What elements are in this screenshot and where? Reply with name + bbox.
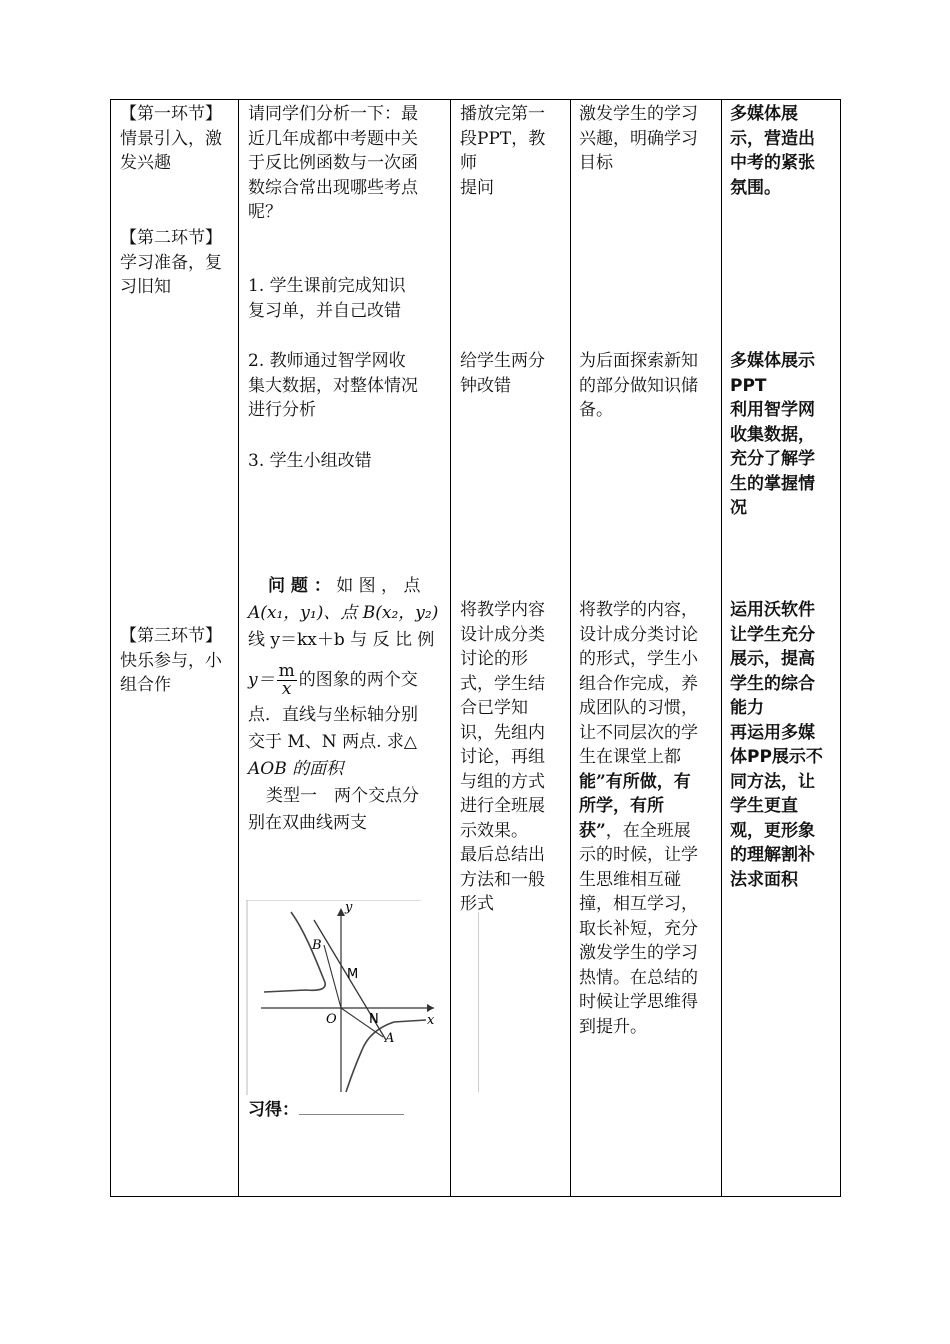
text-line: 备。 xyxy=(579,400,613,420)
text-line: 同方法，让 xyxy=(730,771,815,792)
text-line: 的形式，学生小 xyxy=(579,649,698,669)
label-B: B xyxy=(312,938,322,953)
review-item-2 xyxy=(248,349,443,423)
text-line: 合已学知 xyxy=(460,698,528,718)
text-line: 数综合常出现哪些考点 xyxy=(248,177,418,198)
emphasis-line: 能”有所做，有 xyxy=(579,771,691,792)
text-line: 与组的方式 xyxy=(460,771,545,792)
label-M: M xyxy=(347,967,359,982)
xide-label: 习得： xyxy=(248,1100,299,1120)
text-line: 方法和一般 xyxy=(460,869,545,890)
text-line: 讨论的形 xyxy=(460,649,528,669)
text-line: 况 xyxy=(730,498,747,518)
text-line: 请同学们分析一下：最 xyxy=(248,104,418,124)
lesson-plan-table xyxy=(110,99,841,1197)
stage-1 xyxy=(120,102,232,176)
stage-3 xyxy=(120,624,232,698)
text-line: 将教学内容 xyxy=(460,600,545,620)
text-line: 学生的综合 xyxy=(730,673,815,694)
column-divider xyxy=(721,100,722,1196)
fraction-denominator: x xyxy=(281,678,292,699)
text-line: 为后面探索新知 xyxy=(579,351,698,371)
text-line: 设计成分类 xyxy=(460,624,545,645)
column-divider xyxy=(450,100,451,1196)
text-line: 段PPT，教师 xyxy=(460,128,546,173)
text-line: 播放完第一 xyxy=(460,104,545,124)
problem-block xyxy=(248,573,443,837)
text-line: 兴趣，明确学习 xyxy=(579,128,698,149)
text-line: 能力 xyxy=(730,698,764,718)
intro-question xyxy=(248,102,443,225)
review-item-3 xyxy=(248,449,443,474)
text-line: 点．直线与坐标轴分别 xyxy=(248,705,418,725)
teacher-action-2 xyxy=(460,349,560,398)
text-line: 取长补短，充分 xyxy=(579,918,698,939)
media-2 xyxy=(730,349,835,521)
stage-2-line: 习旧知 xyxy=(120,277,171,297)
media-3 xyxy=(730,598,835,892)
text-line: 近几年成都中考题中关 xyxy=(248,128,418,149)
text-line: 进行全班展 xyxy=(460,796,545,816)
text-line: 给学生两分 xyxy=(460,351,545,371)
stage-3-line: 快乐参与，小 xyxy=(120,650,222,671)
faint-rule xyxy=(478,912,479,1092)
text-line: 将教学的内容， xyxy=(579,600,698,620)
text-line: 充分了解学 xyxy=(730,449,815,469)
text-line: 运用沃软件 xyxy=(730,600,815,620)
label-y: y xyxy=(345,900,353,915)
text-line: 集大数据，对整体情况 xyxy=(248,375,418,396)
text-line: 让学生充分 xyxy=(730,624,815,645)
intent-3 xyxy=(579,598,719,1039)
emphasis-line: 所学，有所 xyxy=(579,796,664,816)
problem-function xyxy=(248,662,443,698)
text-line: 进行分析 xyxy=(248,400,316,420)
text-line: 式，学生结 xyxy=(460,673,545,694)
text-line: 多媒体展 xyxy=(730,104,798,124)
text-line: 时候让学思维得 xyxy=(579,992,698,1012)
problem-text: 如 图 ， 点 xyxy=(336,576,421,596)
stage-1-line: 发兴趣 xyxy=(120,153,171,173)
media-1 xyxy=(730,102,835,200)
stage-2 xyxy=(120,226,232,300)
text-line: 再运用多媒 xyxy=(730,722,815,743)
stage-3-line: 组合作 xyxy=(120,675,171,695)
x-axis-arrow xyxy=(427,1004,434,1012)
hyperbola-graph xyxy=(246,900,446,1095)
text-line: 成团队的习惯， xyxy=(579,698,698,718)
text-line: 形式 xyxy=(460,894,494,914)
text-line: 钟改错 xyxy=(460,375,511,396)
text-line: 识，先组内 xyxy=(460,722,545,743)
text-line: 2. 教师通过智学网收 xyxy=(248,351,406,371)
label-A: A xyxy=(385,1031,395,1046)
text-line: 示的时候，让学 xyxy=(579,845,698,865)
text-line: 示，营造出 xyxy=(730,128,815,149)
label-x: x xyxy=(427,1013,435,1028)
text-line: 到提升。 xyxy=(579,1016,647,1037)
stage-1-title: 【第一环节】 xyxy=(120,104,222,124)
text-line: 氛围。 xyxy=(730,177,781,198)
text-line: 中考的紧张 xyxy=(730,153,815,173)
type-heading: 别在双曲线两支 xyxy=(248,813,367,833)
text-line: 交于 M、N 两点. 求△ xyxy=(248,732,417,752)
fraction-numerator: m xyxy=(278,660,295,681)
fraction xyxy=(277,660,297,699)
text-line: 学生更直 xyxy=(730,796,798,816)
text-line: 复习单，并自己改错 xyxy=(248,300,401,321)
text-line: 设计成分类讨论 xyxy=(579,624,698,645)
text-line: 3. 学生小组改错 xyxy=(248,451,372,471)
text-line: 于反比例函数与一次函 xyxy=(248,153,418,173)
text-line: 生在课堂上都 xyxy=(579,747,681,767)
xide-blank xyxy=(299,1100,404,1115)
teacher-action-3 xyxy=(460,598,560,917)
problem-points: A(x₁，y₁)、点 B(x₂，y₂) xyxy=(248,603,439,623)
text-line: 生的掌握情 xyxy=(730,473,815,494)
column-divider xyxy=(238,100,239,1196)
xide-row xyxy=(248,1098,443,1123)
text-line: 提问 xyxy=(460,177,494,198)
text-line: 观，更形象 xyxy=(730,820,815,841)
func-y: y＝ xyxy=(248,669,275,690)
problem-label: 问 题 ： xyxy=(268,576,331,596)
text-line: 激发学生的学习 xyxy=(579,943,698,963)
stage-1-line: 情景引入，激 xyxy=(120,128,222,149)
text-line: 讨论，再组 xyxy=(460,747,545,767)
teacher-action-1 xyxy=(460,102,560,200)
review-item-1 xyxy=(248,274,443,323)
segment-OB xyxy=(324,945,341,1008)
func-tail: 的图象的两个交 xyxy=(298,669,418,690)
text-line: 利用智学网 xyxy=(730,400,815,420)
stage-2-line: 学习准备，复 xyxy=(120,252,222,273)
column-divider xyxy=(570,100,571,1196)
emphasis-text: 获” xyxy=(579,820,606,841)
text-line: 热情。在总结的 xyxy=(579,967,698,988)
text-line: 的部分做知识储 xyxy=(579,375,698,396)
intent-1 xyxy=(579,102,719,176)
y-axis-arrow xyxy=(337,908,345,916)
text-line: 目标 xyxy=(579,153,613,173)
text-line: 让不同层次的学 xyxy=(579,722,698,743)
label-O: O xyxy=(326,1012,337,1027)
text-line: 组合作完成，养 xyxy=(579,673,698,694)
text-line: 多媒体展示 xyxy=(730,351,815,371)
intent-2 xyxy=(579,349,719,423)
text-line: 的理解割补 xyxy=(730,845,815,865)
text-line: 法求面积 xyxy=(730,869,798,890)
problem-line-eq: 线 y＝kx＋b 与 反 比 例 xyxy=(248,630,435,650)
text-line: 展示，提高 xyxy=(730,649,815,669)
text-line: 体PP展示不 xyxy=(730,747,823,767)
text-line: 撞，相互学习， xyxy=(579,894,698,914)
text-line: 呢？ xyxy=(248,202,282,222)
type-heading: 类型一 两个交点分 xyxy=(266,786,419,806)
text-line: AOB 的面积 xyxy=(248,759,344,779)
text-line: 生思维相互碰 xyxy=(579,869,681,890)
text-line: 最后总结出 xyxy=(460,845,545,865)
text-line: PPT xyxy=(730,375,767,396)
text-line: 激发学生的学习 xyxy=(579,104,698,124)
stage-3-title: 【第三环节】 xyxy=(120,626,222,646)
label-N: N xyxy=(369,1012,379,1027)
text-line: 收集数据， xyxy=(730,424,815,445)
text-line: 示效果。 xyxy=(460,820,528,841)
stage-2-title: 【第二环节】 xyxy=(120,228,222,248)
text-line: 1. 学生课前完成知识 xyxy=(248,276,406,296)
text-line: ，在全班展 xyxy=(605,820,691,841)
